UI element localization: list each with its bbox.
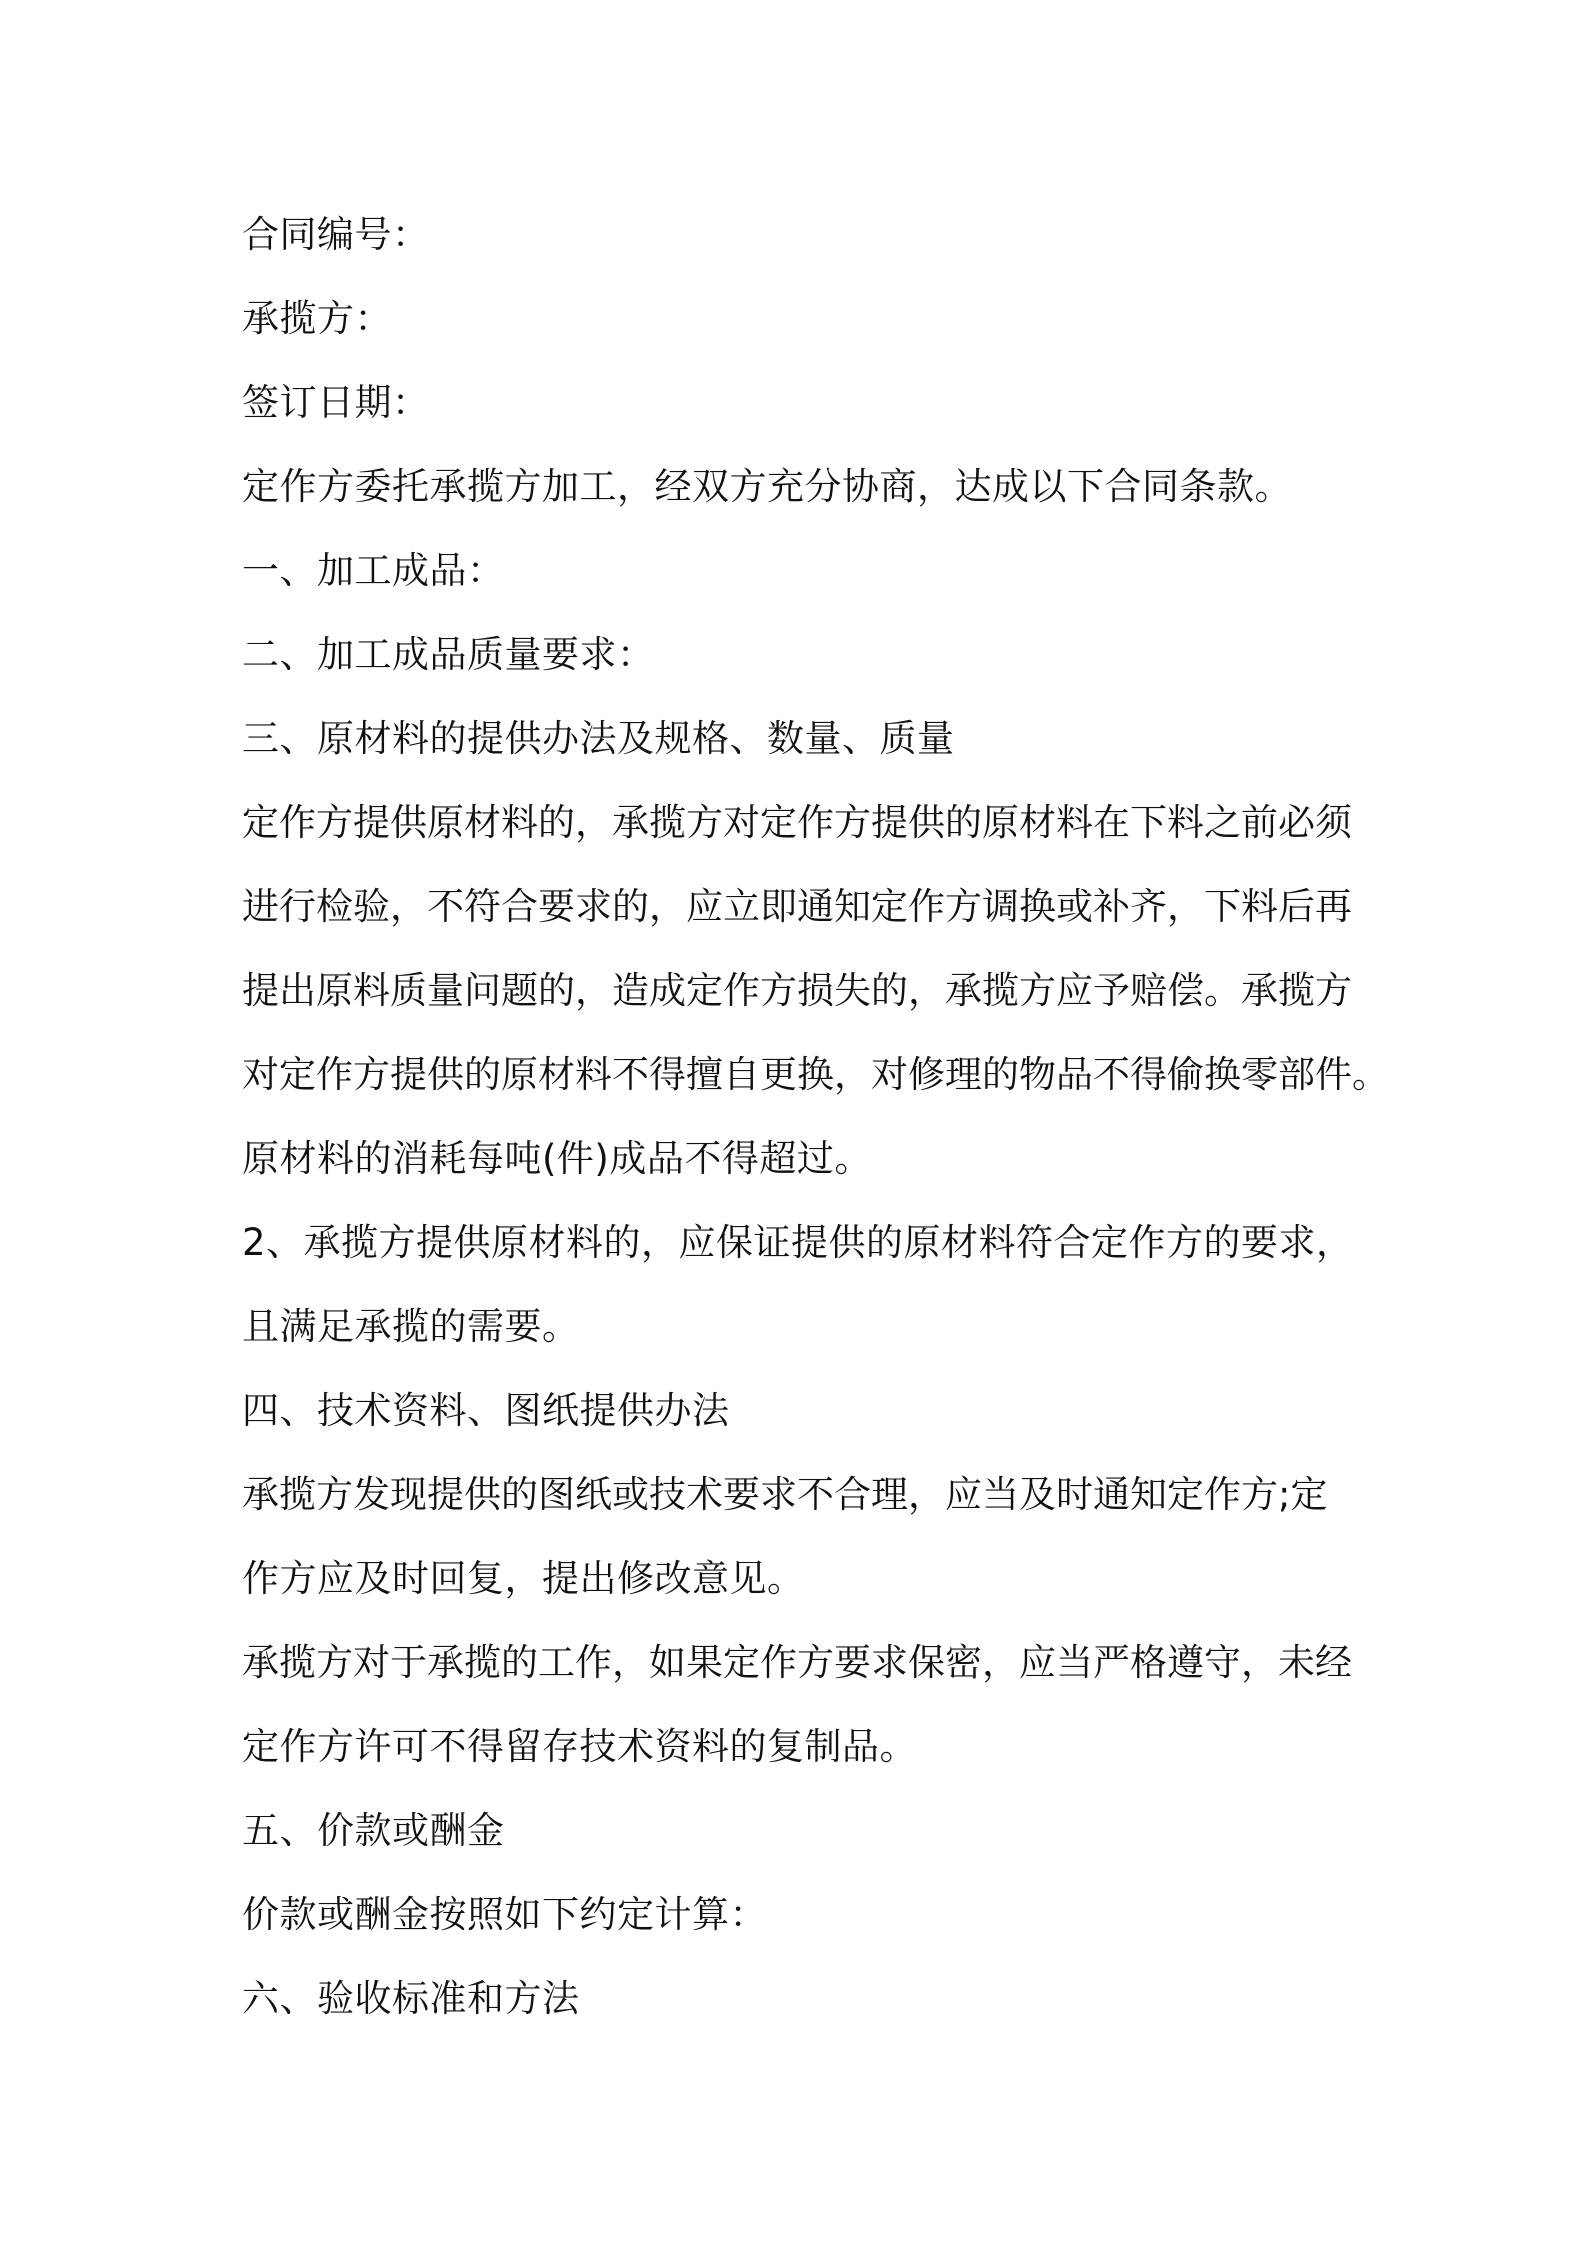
paragraph-line: 对定作方提供的原材料不得擅自更换，对修理的物品不得偷换零部件。 [242,1053,1389,1096]
paragraph-line: 定作方提供原材料的，承揽方对定作方提供的原材料在下料之前必须 [242,801,1352,844]
paragraph-line: 2、承揽方提供原材料的，应保证提供的原材料符合定作方的要求， [242,1221,1354,1264]
paragraph-line: 原材料的消耗每吨(件)成品不得超过。 [242,1137,872,1180]
section-heading-5: 五、价款或酬金 [242,1809,505,1852]
section-heading-4: 四、技术资料、图纸提供办法 [242,1389,730,1432]
paragraph-line: 作方应及时回复，提出修改意见。 [242,1557,805,1600]
section-heading-3: 三、原材料的提供办法及规格、数量、质量 [242,717,955,760]
paragraph-line: 承揽方对于承揽的工作，如果定作方要求保密，应当严格遵守，未经 [242,1641,1352,1684]
paragraph-line: 提出原料质量问题的，造成定作方损失的，承揽方应予赔偿。承揽方 [242,969,1352,1012]
contractor-label: 承揽方： [242,297,392,340]
signing-date-label: 签订日期： [242,381,430,424]
paragraph-line: 承揽方发现提供的图纸或技术要求不合理，应当及时通知定作方;定 [242,1473,1328,1516]
contract-number-label: 合同编号： [242,213,430,256]
paragraph-line: 价款或酬金按照如下约定计算： [242,1893,767,1936]
paragraph-line: 定作方许可不得留存技术资料的复制品。 [242,1725,917,1768]
document-body [242,193,1392,2041]
paragraph-line: 且满足承揽的需要。 [242,1305,580,1348]
section-heading-2: 二、加工成品质量要求： [242,633,655,676]
section-heading-1: 一、加工成品： [242,549,505,592]
section-heading-6: 六、验收标准和方法 [242,1977,580,2020]
paragraph-line: 进行检验，不符合要求的，应立即通知定作方调换或补齐，下料后再 [242,885,1352,928]
intro-paragraph: 定作方委托承揽方加工，经双方充分协商，达成以下合同条款。 [242,465,1292,508]
